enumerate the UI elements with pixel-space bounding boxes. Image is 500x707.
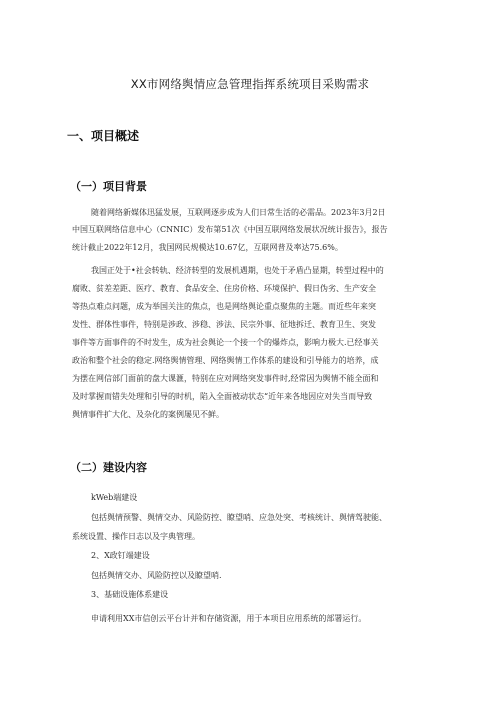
paragraph-line: 事件等方面事件的不时发生，成为社会舆论一个接一个的爆炸点，影响力极大.已经事关 (72, 338, 379, 347)
construction-item-title: 2、X政钉端建设 (91, 551, 150, 560)
paragraph-line: 发性、群体性事件，特别是涉政、涉稳、涉法、民宗外事、征地拆迁、教育卫生、突发 (72, 320, 376, 329)
paragraph-line: 包括舆情预警、舆情交办、风险防控、瞭望哨、应急处突、考核统计、舆情驾驶能、 (91, 513, 387, 522)
subsection-heading-construction: （二）建设内容 (70, 461, 147, 474)
paragraph-line: 中国互联网络信息中心（CNNIC）发布第51次《中国互联网络发展状况统计报告》，报告 (72, 225, 388, 234)
paragraph-line: 随着网络新媒体迅猛发展，互联网逐步成为人们日常生活的必需品。2023年3月2日 (91, 208, 386, 217)
paragraph-line: 政治和整个社会的稳定.网络舆情管理、网络舆情工作体系的建设和引导能力的培养，成 (72, 356, 379, 365)
paragraph-line: 为摆在网信部门面前的盘大课滙，特别在应对网络突发事件时,经常因为舆情不能全面和 (72, 374, 379, 383)
paragraph-line: 我国正处于•社会转轨、经济转型的发展机遇期，也处于矛盾凸显期，转型过程中的 (91, 266, 384, 275)
paragraph-line: 系统设置、操作日志以及字典管理。 (72, 532, 200, 541)
paragraph-line: 舆情事件扩大化、及杂化的案例屡见不鲜。 (72, 410, 224, 419)
paragraph-line: 腐败、贫差差距、医疗、教育、食品安全、住房价格、环境保护、假日伪劣、生产安全 (72, 284, 376, 293)
paragraph-line: 包括舆情交办、风险防控以及瞭望哨. (91, 571, 222, 580)
paragraph-line: 申请利用XX市信创云平台计并和存储资源，用于本项目应用系统的部署运行。 (91, 614, 367, 623)
section-heading-overview: 一、项目概述 (67, 129, 140, 143)
construction-item-title: 3、基础设施体系建设 (91, 590, 169, 599)
construction-item-title: kWeb端建设 (91, 493, 138, 502)
paragraph-line: 及时掌握而错失处理和引导的时机，陷入全面被动状态“近年来各地因应对失当而导致 (72, 392, 373, 401)
paragraph-line: 统计截止2022年12月，我国网民规模达10.67亿，互联网普及率达75.6%。 (72, 243, 343, 252)
paragraph-line: 等热点难点问题，成为举国关注的焦点，也是网络舆论重点聚焦的主题。而近些年来突 (72, 302, 376, 311)
document-title: XX市网络舆情应急管理指挥系统项目采购需求 (130, 77, 370, 91)
subsection-heading-background: （一）项目背景 (70, 180, 147, 193)
